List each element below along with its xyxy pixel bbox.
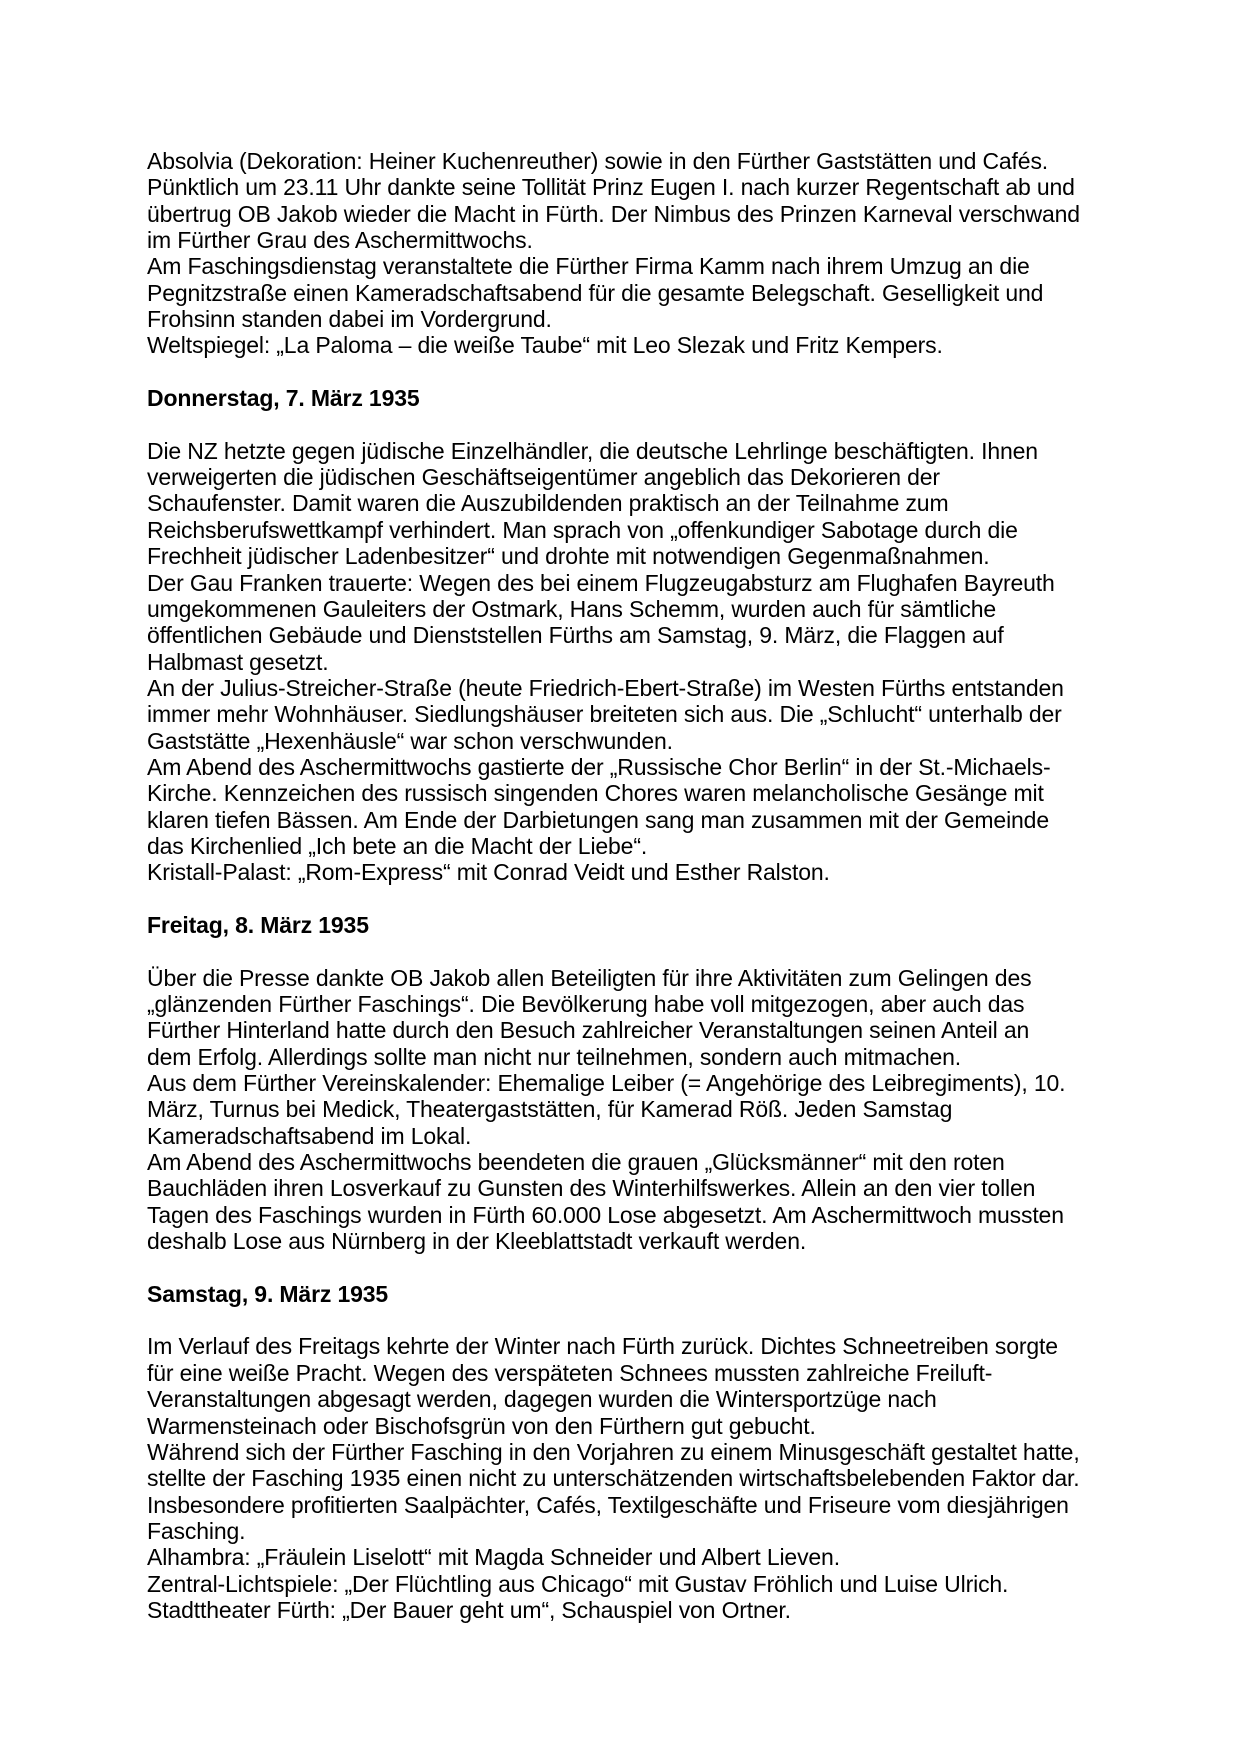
text-line: umgekommenen Gauleiters der Ostmark, Hans Schemm, wurden auch für sämtliche <box>147 595 997 622</box>
text-line: Insbesondere profitierten Saalpächter, Cafés, Textilgeschäfte und Friseure vom diesjährigen <box>147 1491 1069 1518</box>
date-heading: Freitag, 8. März 1935 <box>147 911 369 938</box>
text-line: übertrug OB Jakob wieder die Macht in Fürth. Der Nimbus des Prinzen Karneval verschwand <box>147 200 1080 227</box>
text-line: Stadttheater Fürth: „Der Bauer geht um“, Schauspiel von Ortner. <box>147 1596 791 1623</box>
text-line: Warmensteinach oder Bischofsgrün von den Fürthern gut gebucht. <box>147 1412 816 1439</box>
text-line: im Fürther Grau des Aschermittwochs. <box>147 227 533 254</box>
text-line: Frechheit jüdischer Ladenbesitzer“ und drohte mit notwendigen Gegenmaßnahmen. <box>147 543 990 570</box>
text-line: Absolvia (Dekoration: Heiner Kuchenreuther) sowie in den Fürther Gaststätten und Cafés. <box>147 148 1049 174</box>
text-line: Weltspiegel: „La Paloma – die weiße Taube“ mit Leo Slezak und Fritz Kempers. <box>147 332 943 359</box>
text-line: Gaststätte „Hexenhäusle“ war schon verschwunden. <box>147 727 673 754</box>
text-line: Schaufenster. Damit waren die Auszubildenden praktisch an der Teilnahme zum <box>147 490 949 517</box>
document-content <box>147 148 1101 1623</box>
text-line: verweigerten die jüdischen Geschäftseigentümer angeblich das Dekorieren der <box>147 464 940 491</box>
text-line: Veranstaltungen abgesagt werden, dagegen wurden die Wintersportzüge nach <box>147 1386 937 1413</box>
text-line: Über die Presse dankte OB Jakob allen Beteiligten für ihre Aktivitäten zum Gelingen des <box>147 964 1032 991</box>
text-line: Frohsinn standen dabei im Vordergrund. <box>147 306 552 333</box>
text-line: dem Erfolg. Allerdings sollte man nicht nur teilnehmen, sondern auch mitmachen. <box>147 1043 962 1070</box>
text-line: für eine weiße Pracht. Wegen des verspäteten Schnees mussten zahlreiche Freiluft- <box>147 1359 993 1386</box>
text-line: Am Faschingsdienstag veranstaltete die Fürther Firma Kamm nach ihrem Umzug an die <box>147 253 1030 280</box>
date-heading: Donnerstag, 7. März 1935 <box>147 385 420 412</box>
text-line: Kirche. Kennzeichen des russisch singenden Chores waren melancholische Gesänge mit <box>147 780 1044 807</box>
text-line: das Kirchenlied „Ich bete an die Macht der Liebe“. <box>147 832 648 859</box>
text-line: Aus dem Fürther Vereinskalender: Ehemalige Leiber (= Angehörige des Leibregiments), 10. <box>147 1070 1066 1097</box>
text-line: stellte der Fasching 1935 einen nicht zu unterschätzenden wirtschaftsbelebenden Faktor dar. <box>147 1465 1080 1492</box>
text-line: immer mehr Wohnhäuser. Siedlungshäuser breiteten sich aus. Die „Schlucht“ unterhalb der <box>147 701 1062 728</box>
text-line: öffentlichen Gebäude und Dienststellen Fürths am Samstag, 9. März, die Flaggen auf <box>147 622 1004 649</box>
text-line: Kristall-Palast: „Rom-Express“ mit Conrad Veidt und Esther Ralston. <box>147 859 830 886</box>
text-line: Am Abend des Aschermittwochs beendeten die grauen „Glücksmänner“ mit den roten <box>147 1149 1005 1176</box>
text-line: Fürther Hinterland hatte durch den Besuch zahlreicher Veranstaltungen seinen Anteil an <box>147 1017 1030 1044</box>
paragraph <box>147 148 1101 359</box>
text-line: Die NZ hetzte gegen jüdische Einzelhändler, die deutsche Lehrlinge beschäftigten. Ihnen <box>147 437 1038 464</box>
text-line: Am Abend des Aschermittwochs gastierte der „Russische Chor Berlin“ in der St.-Michaels- <box>147 753 1051 780</box>
text-line: Bauchläden ihren Losverkauf zu Gunsten des Winterhilfswerkes. Allein an den vier tollen <box>147 1175 1036 1202</box>
text-line: klaren tiefen Bässen. Am Ende der Darbietungen sang man zusammen mit der Gemeinde <box>147 806 1049 833</box>
paragraph <box>147 438 1101 886</box>
text-line: Alhambra: „Fräulein Liselott“ mit Magda Schneider und Albert Lieven. <box>147 1544 840 1571</box>
text-line: Pegnitzstraße einen Kameradschaftsabend für die gesamte Belegschaft. Geselligkeit und <box>147 279 1044 306</box>
date-heading: Samstag, 9. März 1935 <box>147 1280 389 1307</box>
text-line: Halbmast gesetzt. <box>147 648 329 675</box>
paragraph <box>147 965 1101 1255</box>
text-line: Reichsberufswettkampf verhindert. Man sprach von „offenkundiger Sabotage durch die <box>147 516 1018 543</box>
text-line: „glänzenden Fürther Faschings“. Die Bevölkerung habe voll mitgezogen, aber auch das <box>147 991 1025 1017</box>
text-line: Pünktlich um 23.11 Uhr dankte seine Tollität Prinz Eugen I. nach kurzer Regentschaft ab und <box>147 174 1075 201</box>
text-line: Der Gau Franken trauerte: Wegen des bei einem Flugzeugabsturz am Flughafen Bayreuth <box>147 569 1055 596</box>
text-line: Tagen des Faschings wurden in Fürth 60.000 Lose abgesetzt. Am Aschermittwoch mussten <box>147 1201 1064 1228</box>
text-line: Im Verlauf des Freitags kehrte der Winter nach Fürth zurück. Dichtes Schneetreiben sorgte <box>147 1333 1058 1360</box>
text-line: März, Turnus bei Medick, Theatergaststätten, für Kamerad Röß. Jeden Samstag <box>147 1096 953 1123</box>
text-line: Kameradschaftsabend im Lokal. <box>147 1122 472 1149</box>
paragraph <box>147 1333 1101 1623</box>
text-line: Während sich der Fürther Fasching in den Vorjahren zu einem Minusgeschäft gestaltet hatte, <box>147 1438 1080 1465</box>
text-line: An der Julius-Streicher-Straße (heute Friedrich-Ebert-Straße) im Westen Fürths entstanden <box>147 674 1064 701</box>
text-line: Fasching. <box>147 1517 246 1544</box>
text-line: deshalb Lose aus Nürnberg in der Kleeblattstadt verkauft werden. <box>147 1228 807 1255</box>
text-line: Zentral-Lichtspiele: „Der Flüchtling aus Chicago“ mit Gustav Fröhlich und Luise Ulrich. <box>147 1570 1009 1597</box>
